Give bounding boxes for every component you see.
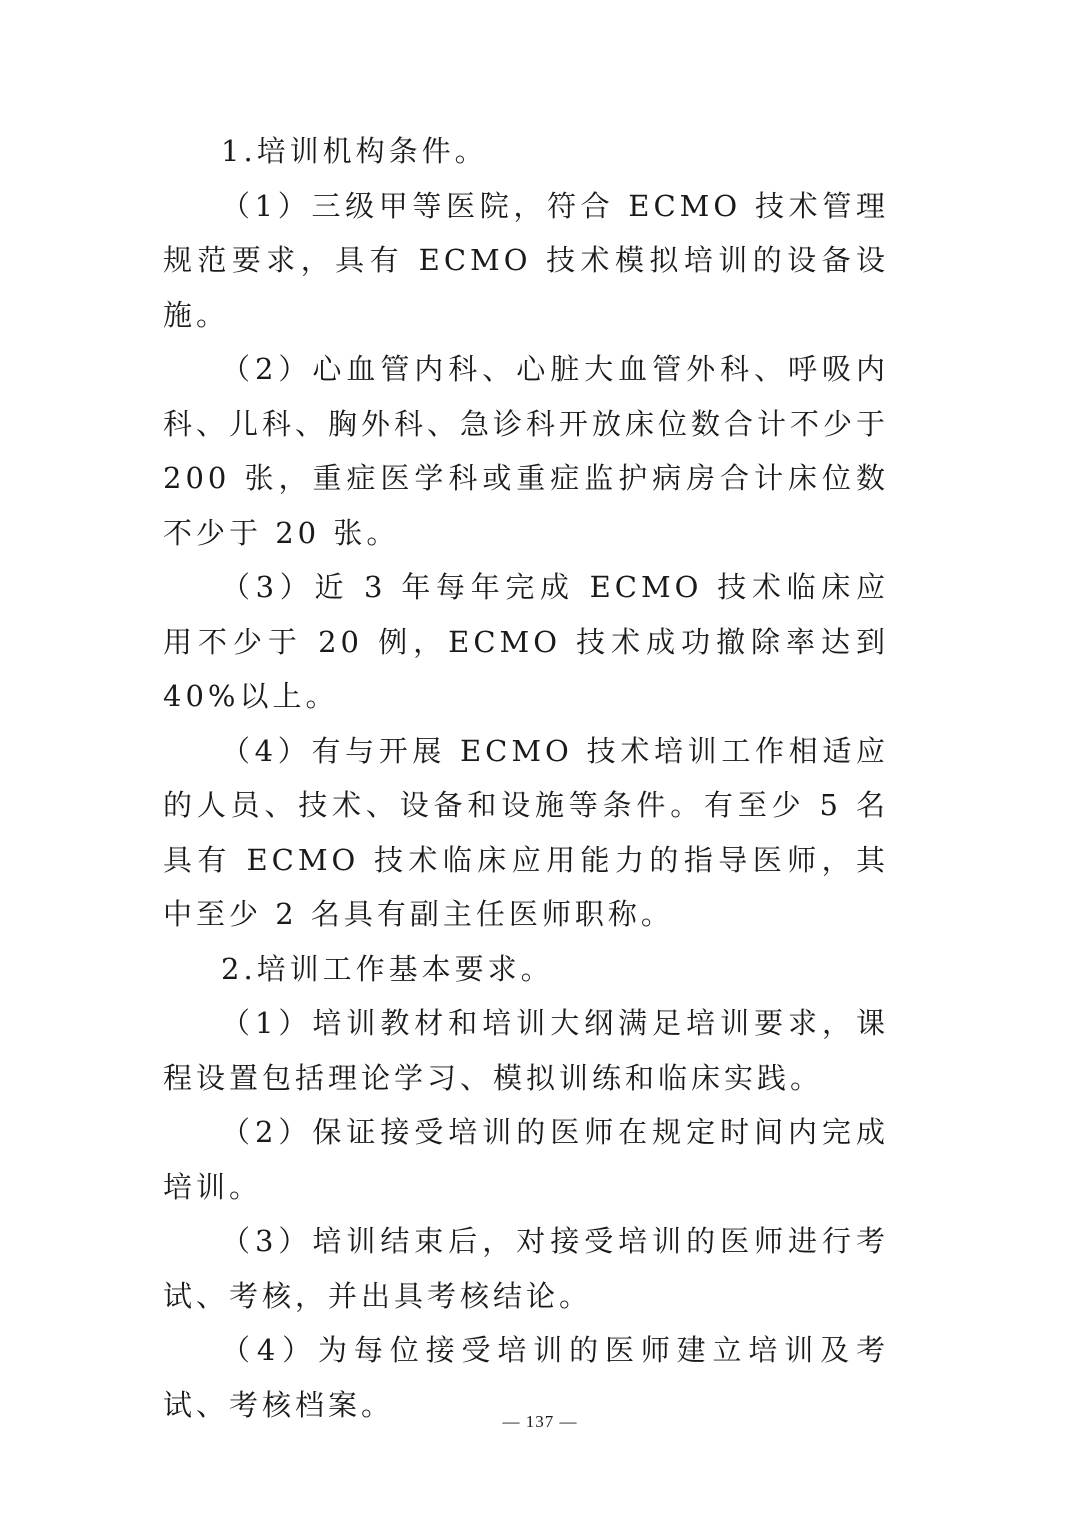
paragraph-item: （4）为每位接受培训的医师建立培训及考试、考核档案。 — [163, 1333, 889, 1422]
page-number: — 137 — — [502, 1412, 578, 1431]
paragraph-item: （2）心血管内科、心脏大血管外科、呼吸内科、儿科、胸外科、急诊科开放床位数合计不少于 200 张，重症医学科或重症监护病房合计床位数不少于 20 张。 — [163, 352, 890, 550]
section-heading-training-institution: 1.培训机构条件。 — [221, 134, 488, 168]
paragraph-item: （3）培训结束后，对接受培训的医师进行考试、考核，并出具考核结论。 — [163, 1224, 889, 1313]
paragraph-item: （1）三级甲等医院，符合 ECMO 技术管理规范要求，具有 ECMO 技术模拟培训的设备设施。 — [163, 188, 889, 332]
document-body — [163, 124, 889, 1432]
paragraph-item: （4）有与开展 ECMO 技术培训工作相适应的人员、技术、设备和设施等条件。有至少 5 名具有 ECMO 技术临床应用能力的指导医师，其中至少 2 名具有副主任医师职称。 — [163, 733, 889, 931]
paragraph-item: （1）培训教材和培训大纲满足培训要求，课程设置包括理论学习、模拟训练和临床实践。 — [163, 1006, 889, 1095]
paragraph-item: （2）保证接受培训的医师在规定时间内完成培训。 — [163, 1115, 889, 1204]
section-heading-training-requirements: 2.培训工作基本要求。 — [221, 951, 554, 986]
paragraph-item: （3）近 3 年每年完成 ECMO 技术临床应用不少于 20 例，ECMO 技术成功撤除率达到 40%以上。 — [163, 570, 889, 713]
